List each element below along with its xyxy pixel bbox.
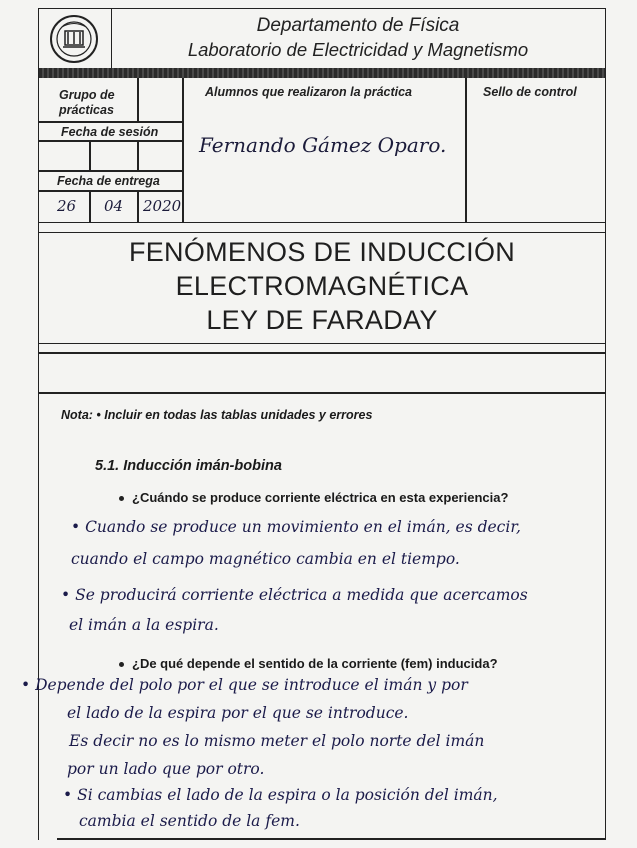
group-label-2: prácticas <box>59 103 114 117</box>
note: Nota: • Incluir en todas las tablas unidades y errores <box>61 408 373 422</box>
title-line-1: FENÓMENOS DE INDUCCIÓN <box>128 237 516 267</box>
question-2-text: ¿De qué depende el sentido de la corriente (fem) inducida? <box>132 656 498 671</box>
grid-line <box>39 140 182 142</box>
answer-2-line: • Si cambias el lado de la espira o la posición del imán, <box>63 786 498 804</box>
session-date-label: Fecha de sesión <box>61 125 159 139</box>
answer-1-line: el imán a la espira. <box>69 616 219 634</box>
delivery-year: 2020 <box>143 197 182 215</box>
student-name: Fernando Gámez Oparo. <box>199 133 447 157</box>
divider <box>39 352 605 354</box>
info-grid <box>39 78 605 223</box>
title-block <box>39 232 605 344</box>
answer-1-line: cuando el campo magnético cambia en el tiempo. <box>71 550 460 568</box>
students-label: Alumnos que realizaron la práctica <box>205 85 413 99</box>
grid-line <box>137 78 139 121</box>
form-sheet <box>21 8 606 840</box>
bottom-divider <box>57 838 605 840</box>
answer-1-line: • Se producirá corriente eléctrica a medida que acercamos <box>61 586 528 604</box>
bullet <box>119 662 124 667</box>
header-band <box>39 68 605 78</box>
header <box>39 8 605 70</box>
answer-2-line: • Depende del polo por el que se introduce el imán y por <box>21 676 468 694</box>
title-line-2: ELECTROMAGNÉTICA <box>175 271 469 301</box>
bullet <box>119 496 124 501</box>
grid-line <box>137 140 139 170</box>
answer-2-line: cambia el sentido de la fem. <box>79 812 300 830</box>
answer-2-line: el lado de la espira por el que se introduce. <box>67 704 409 722</box>
grid-line <box>137 190 139 222</box>
grid-line <box>465 78 467 222</box>
answer-1-line: • Cuando se produce un movimiento en el imán, es decir, <box>71 518 521 536</box>
grid-line <box>182 78 184 222</box>
delivery-date-label: Fecha de entrega <box>57 174 160 188</box>
section-title: 5.1. Inducción imán-bobina <box>95 458 282 474</box>
answer-2-line: Es decir no es lo mismo meter el polo norte del imán <box>69 732 485 750</box>
divider <box>39 392 605 394</box>
grid-line <box>39 121 182 123</box>
title-line-3: LEY DE FARADAY <box>206 305 438 335</box>
answer-2-line: por un lado que por otro. <box>67 760 265 778</box>
seal-label: Sello de control <box>483 85 577 99</box>
grid-line <box>39 170 182 172</box>
question-1 <box>119 490 508 505</box>
question-1-text: ¿Cuándo se produce corriente eléctrica en esta experiencia? <box>132 490 509 505</box>
department-title: Departamento de Física <box>256 15 460 36</box>
grid-line <box>89 140 91 170</box>
logo-box <box>39 9 112 69</box>
university-seal-icon <box>49 14 99 64</box>
group-label: Grupo de <box>59 88 115 102</box>
delivery-month: 04 <box>104 197 124 215</box>
delivery-day: 26 <box>57 197 77 215</box>
grid-line <box>39 190 182 192</box>
grid-line <box>89 190 91 222</box>
laboratory-title: Laboratorio de Electricidad y Magnetismo <box>187 39 529 60</box>
question-2 <box>119 656 498 671</box>
